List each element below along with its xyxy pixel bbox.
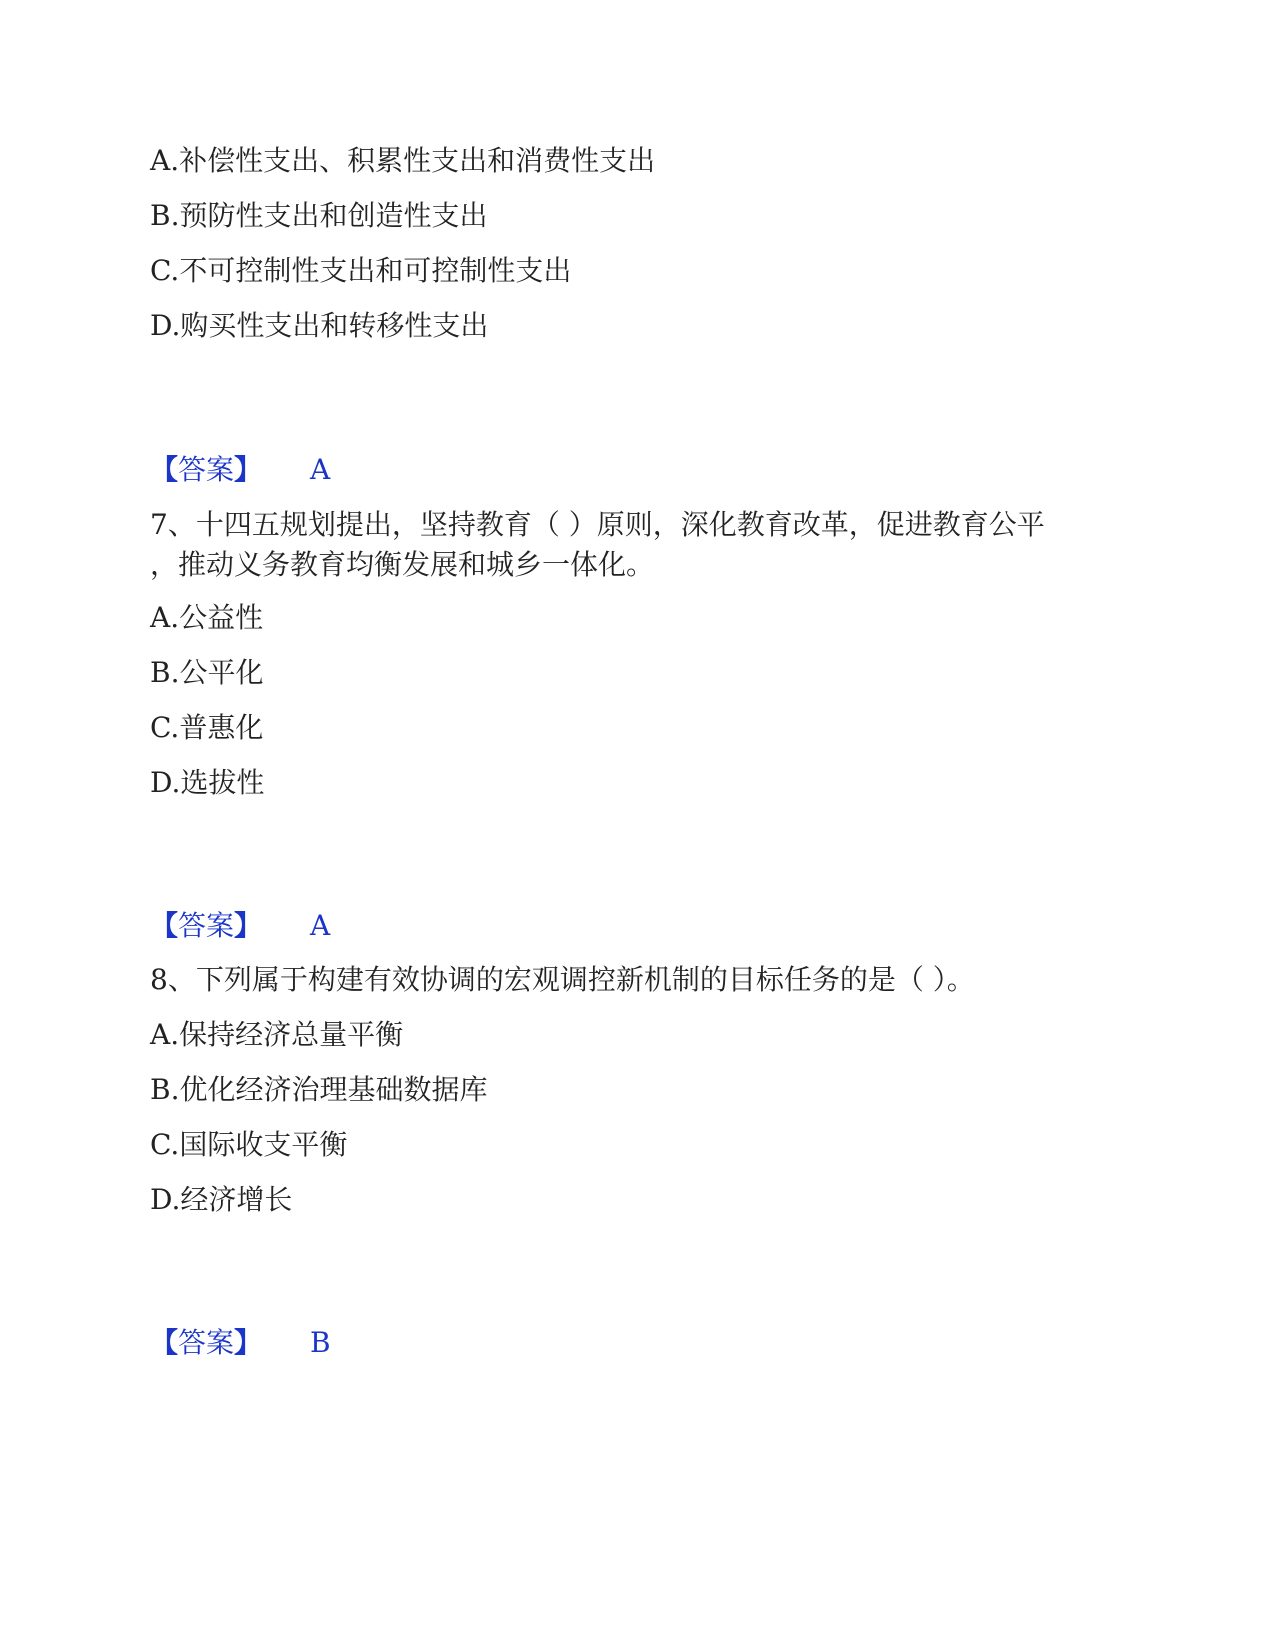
- q7-option-b: B.公平化: [150, 656, 264, 689]
- q8-answer-line: [150, 1325, 331, 1361]
- answer-bracket-open: 【: [150, 1326, 179, 1359]
- option-d: D.购买性支出和转移性支出: [150, 309, 489, 342]
- question-7-stem-line2: ，推动义务教育均衡发展和城乡一体化。: [150, 548, 655, 581]
- answer-bracket-close: 】: [234, 453, 263, 486]
- q7-option-a: A.公益性: [150, 601, 264, 634]
- q8-option-a: A.保持经济总量平衡: [150, 1018, 404, 1051]
- option-b: B.预防性支出和创造性支出: [150, 199, 488, 232]
- answer-label: 答案: [178, 1326, 235, 1359]
- answer-value: A: [310, 453, 331, 486]
- q8-option-c: C.国际收支平衡: [150, 1128, 348, 1161]
- q8-option-d: D.经济增长: [150, 1183, 293, 1216]
- answer-bracket-open: 【: [150, 453, 179, 486]
- q7-option-d: D.选拔性: [150, 766, 265, 799]
- answer-label: 答案: [178, 453, 235, 486]
- answer-label: 答案: [178, 909, 235, 942]
- answer-line: [150, 452, 331, 488]
- question-8-stem: 8、下列属于构建有效协调的宏观调控新机制的目标任务的是（ ）。: [150, 963, 975, 996]
- answer-value: B: [310, 1326, 331, 1359]
- q8-option-b: B.优化经济治理基础数据库: [150, 1073, 488, 1106]
- option-a: A.补偿性支出、积累性支出和消费性支出: [150, 144, 656, 177]
- option-c: C.不可控制性支出和可控制性支出: [150, 254, 572, 287]
- q7-option-c: C.普惠化: [150, 711, 264, 744]
- question-7-stem-line1: 7、十四五规划提出，坚持教育（ ）原则，深化教育改革，促进教育公平: [150, 508, 1045, 541]
- q7-answer-line: [150, 908, 331, 944]
- answer-bracket-close: 】: [234, 909, 263, 942]
- answer-bracket-close: 】: [234, 1326, 263, 1359]
- answer-value: A: [310, 909, 331, 942]
- answer-bracket-open: 【: [150, 909, 179, 942]
